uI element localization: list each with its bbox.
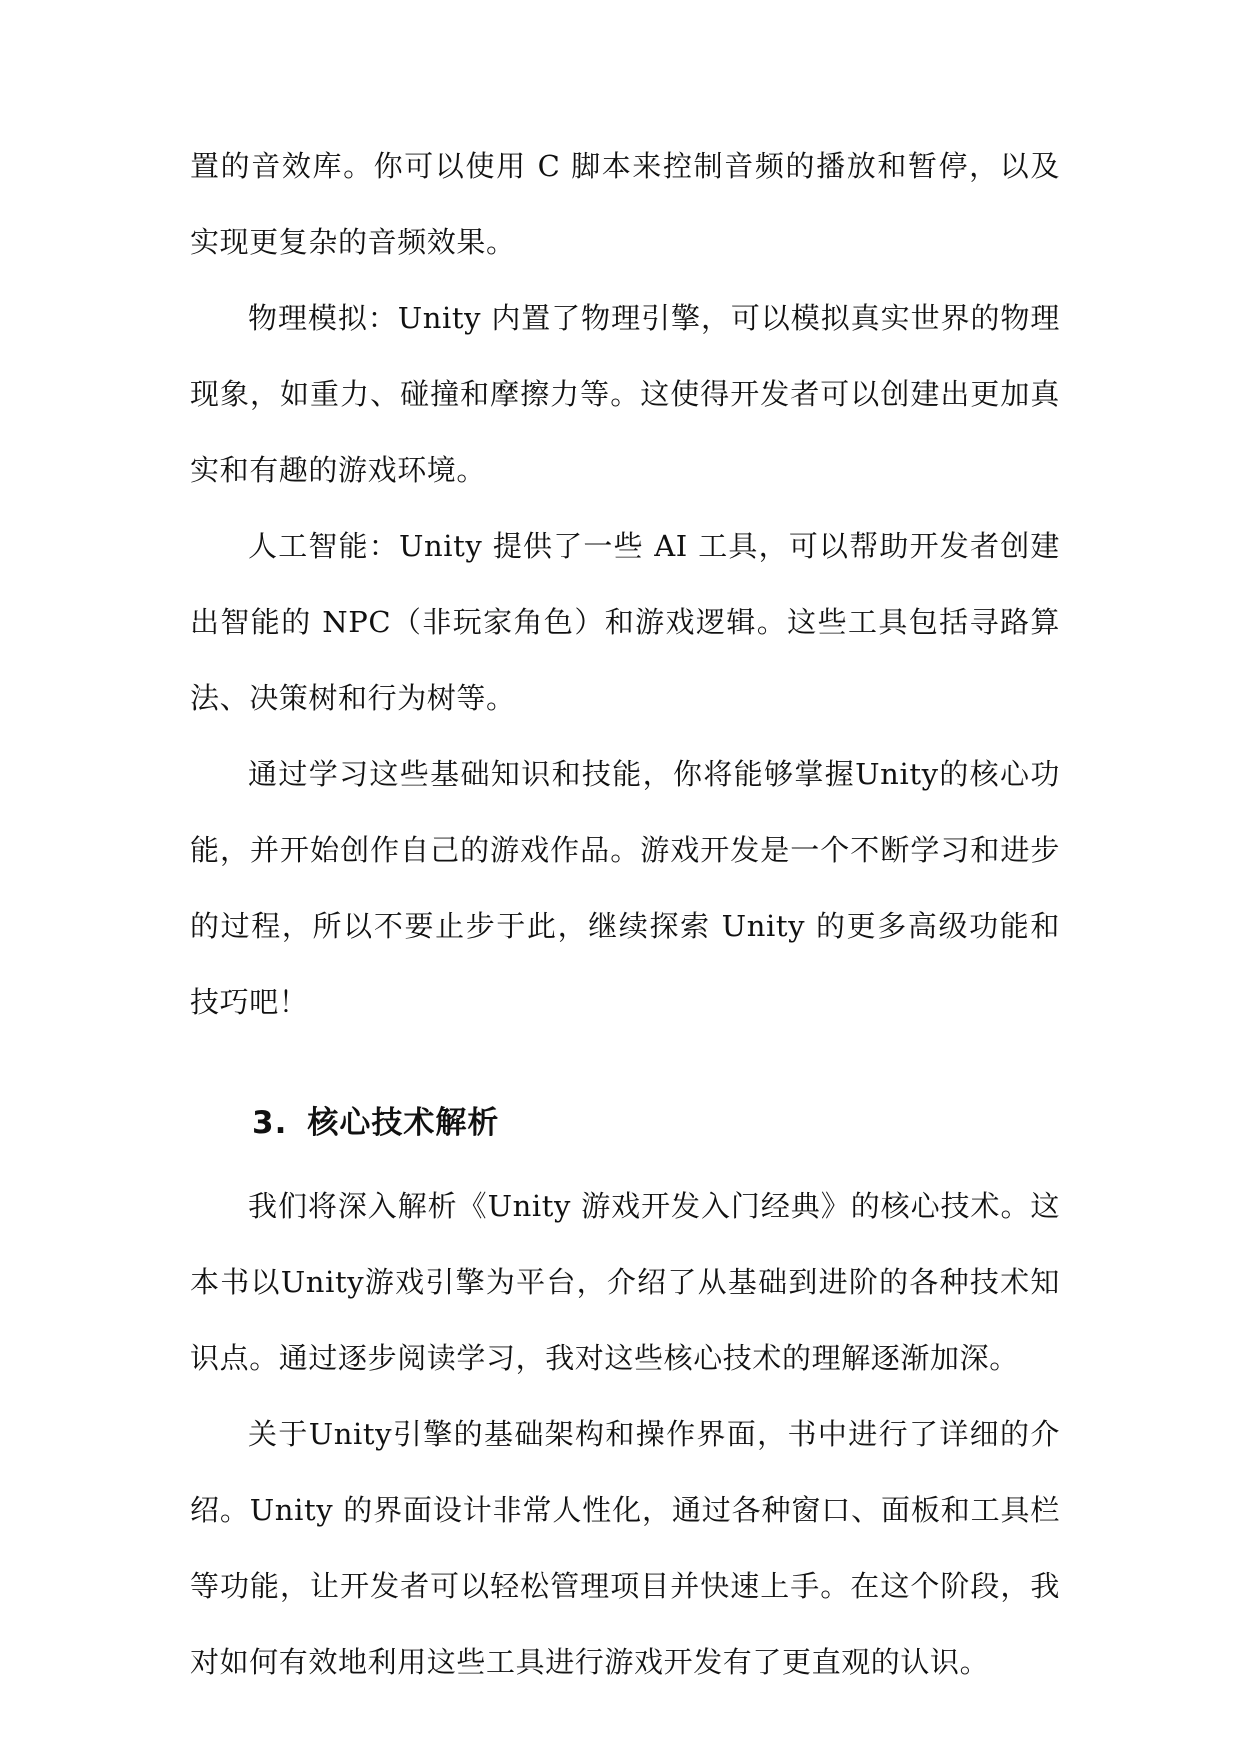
paragraph-learning-summary: 通过学习这些基础知识和技能，你将能够掌握Unity的核心功能，并开始创作自己的游戏作品。游戏开发是一个不断学习和进步的过程，所以不要止步于此，继续探索 Unity 的更多高级功能和技巧吧！ (190, 757, 1060, 1019)
paragraph-engine-interface: 关于Unity引擎的基础架构和操作界面，书中进行了详细的介绍。Unity 的界面设计非常人性化，通过各种窗口、面板和工具栏等功能，让开发者可以轻松管理项目并快速上手。在这个阶段，我对如何有效地利用这些工具进行游戏开发有了更直观的认识。 (190, 1417, 1060, 1679)
paragraph-artificial-intelligence: 人工智能：Unity 提供了一些 AI 工具，可以帮助开发者创建出智能的 NPC（非玩家角色）和游戏逻辑。这些工具包括寻路算法、决策树和行为树等。 (190, 529, 1060, 715)
document-body (190, 128, 1060, 1700)
paragraph-core-tech-intro: 我们将深入解析《Unity 游戏开发入门经典》的核心技术。这本书以Unity游戏引擎为平台，介绍了从基础到进阶的各种技术知识点。通过逐步阅读学习，我对这些核心技术的理解逐渐加深。 (190, 1189, 1060, 1375)
section-number: 3. (252, 1105, 288, 1141)
paragraph-physics-simulation: 物理模拟：Unity 内置了物理引擎，可以模拟真实世界的物理现象，如重力、碰撞和摩擦力等。这使得开发者可以创建出更加真实和有趣的游戏环境。 (190, 301, 1060, 487)
section-title: 核心技术解析 (307, 1105, 500, 1141)
paragraph-audio-continuation: 置的音效库。你可以使用 C 脚本来控制音频的播放和暂停，以及实现更复杂的音频效果。 (190, 149, 1060, 259)
section-heading (190, 1078, 1060, 1168)
